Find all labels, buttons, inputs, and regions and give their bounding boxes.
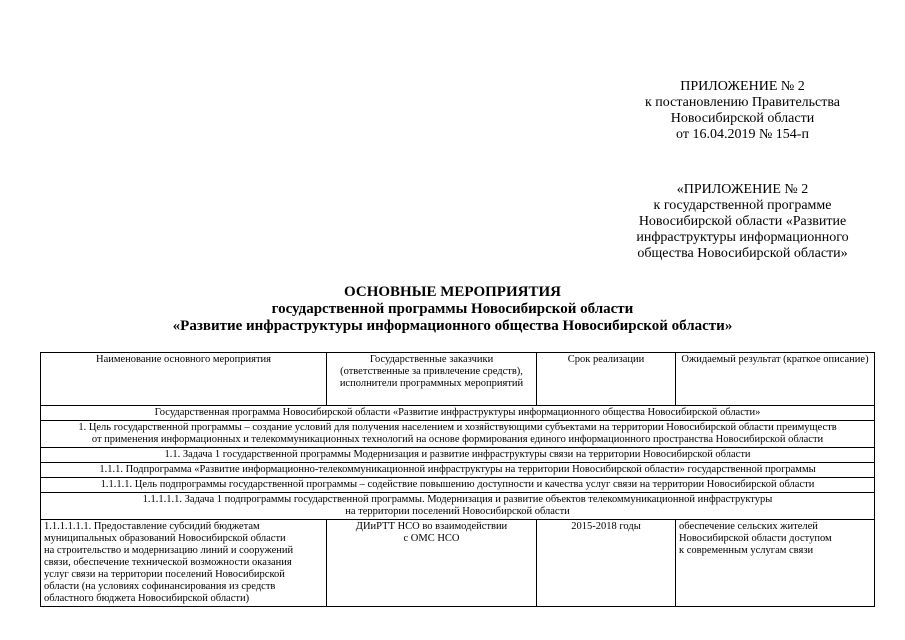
approval-line: инфраструктуры информационного xyxy=(636,230,849,245)
approval-line: к постановлению Правительства xyxy=(644,95,841,110)
activities-table xyxy=(40,352,875,607)
approval-block-resolution xyxy=(600,79,885,143)
customer-cell xyxy=(327,520,537,607)
activity-line: области (на условиях софинансирования из средств xyxy=(44,581,276,592)
result-cell xyxy=(676,520,875,607)
period-cell: 2015-2018 годы xyxy=(537,520,676,607)
section-subprogram-task xyxy=(41,493,875,520)
customer-line: ДИиРТТ НСО во взаимодействии xyxy=(355,521,508,532)
table-row xyxy=(41,421,875,448)
document-title xyxy=(0,284,905,335)
table-row xyxy=(41,448,875,463)
title-line-3: «Развитие инфраструктуры информационного общества Новосибирской области» xyxy=(172,318,733,334)
section-subprogram: 1.1.1. Подпрограмма «Развитие информационно-телекоммуникационной инфраструктуры на территории Новосибирской области» государственной программы xyxy=(41,463,875,478)
section-subprogram-goal: 1.1.1.1. Цель подпрограммы государственной программы – содействие повышению доступности и качества услуг связи на территории Новосибирской области xyxy=(41,478,875,493)
header-customers-line: исполнители программных мероприятий xyxy=(339,378,524,389)
header-period: Срок реализации xyxy=(537,353,676,406)
section-line: 1. Цель государственной программы – создание условий для получения населением и хозяйствующими субъектами на территории Новосибирской области преимуществ xyxy=(78,422,837,433)
approval-block-program xyxy=(600,182,885,262)
table-row xyxy=(41,493,875,520)
header-customers-line: Государственные заказчики xyxy=(369,354,494,365)
result-line: Новосибирской области доступом xyxy=(679,533,832,544)
approval-line: «ПРИЛОЖЕНИЕ № 2 xyxy=(676,182,809,197)
section-line: 1.1.1.1.1. Задача 1 подпрограммы государственной программы. Модернизация и развитие объектов телекоммуникационной инфраструктуры xyxy=(142,494,773,505)
activity-line: на строительство и модернизацию линий и сооружений xyxy=(44,545,294,556)
title-line-1: ОСНОВНЫЕ МЕРОПРИЯТИЯ xyxy=(344,284,561,300)
customer-line: с ОМС НСО xyxy=(403,533,460,544)
activity-line: областного бюджета Новосибирской области) xyxy=(44,593,250,604)
approval-line: от 16.04.2019 № 154-п xyxy=(676,127,809,142)
section-program-goal xyxy=(41,421,875,448)
activity-line: 1.1.1.1.1.1. Предоставление субсидий бюджетам xyxy=(44,521,260,532)
header-customers-line: (ответственные за привлечение средств), xyxy=(340,366,523,377)
section-program: Государственная программа Новосибирской области «Развитие инфраструктуры информационного общества Новосибирской области» xyxy=(41,406,875,421)
activity-name-cell xyxy=(41,520,327,607)
header-activity-name: Наименование основного мероприятия xyxy=(41,353,327,406)
section-line: от применения информационных и телекоммуникационных технологий на основе формирования единого информационного пространства Новосибирской области xyxy=(91,434,824,445)
activity-line: муниципальных образований Новосибирской области xyxy=(44,533,286,544)
approval-line: Новосибирской области «Развитие xyxy=(638,214,847,229)
section-line: на территории поселений Новосибирской области xyxy=(345,506,570,517)
activity-line: связи, обеспечение технической возможности оказания xyxy=(44,557,292,568)
table-row xyxy=(41,520,875,607)
table-row xyxy=(41,406,875,421)
table-header-row xyxy=(41,353,875,406)
result-line: обеспечение сельских жителей xyxy=(679,521,818,532)
table-row xyxy=(41,463,875,478)
activity-line: услуг связи на территории поселений Новосибирской xyxy=(44,569,285,580)
approval-line: к государственной программе xyxy=(653,198,832,213)
approval-line: ПРИЛОЖЕНИЕ № 2 xyxy=(680,79,805,94)
result-line: к современным услугам связи xyxy=(679,545,814,556)
table-row xyxy=(41,478,875,493)
header-customers xyxy=(327,353,537,406)
section-task-1-1: 1.1. Задача 1 государственной программы Модернизация и развитие инфраструктуры связи на территории Новосибирской области xyxy=(41,448,875,463)
approval-line: Новосибирской области xyxy=(670,111,815,126)
header-result: Ожидаемый результат (краткое описание) xyxy=(676,353,875,406)
title-line-2: государственной программы Новосибирской области xyxy=(271,301,634,317)
approval-line: общества Новосибирской области» xyxy=(637,246,848,261)
